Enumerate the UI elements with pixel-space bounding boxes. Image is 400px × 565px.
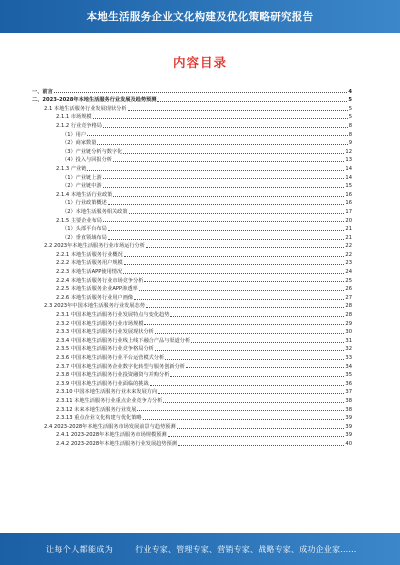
toc-page-number: 12 <box>345 148 352 155</box>
toc-entry[interactable] <box>32 309 352 318</box>
toc-page-number: 16 <box>345 191 352 198</box>
toc-leader-dots <box>93 118 348 119</box>
toc-entry-text: 2.3.6 中国本地生活服务行业平台运营模式分析 <box>56 355 165 361</box>
toc-entry[interactable] <box>32 103 352 112</box>
toc-page-number: 16 <box>345 200 352 207</box>
toc-leader-dots <box>108 204 345 205</box>
toc-entry[interactable] <box>32 404 352 413</box>
toc-leader-dots <box>128 110 348 111</box>
toc-entry[interactable] <box>32 284 352 293</box>
toc-entry[interactable] <box>32 344 352 353</box>
toc-leader-dots <box>165 359 344 360</box>
toc-leader-dots <box>146 247 344 248</box>
toc-page-number: 25 <box>345 277 352 284</box>
toc-entry-text: 2.2.3 本地生活APP使用情况 <box>56 269 123 276</box>
toc-entry-text: 2.3.3 中国本地生活服务行业发展现状分析 <box>56 329 154 336</box>
toc-leader-dots <box>143 419 345 420</box>
toc-leader-dots <box>177 428 345 429</box>
toc-leader-dots <box>103 187 345 188</box>
toc-entry-text: （2）垂直领域布局 <box>62 234 107 241</box>
toc-entry[interactable] <box>32 378 352 387</box>
toc-entry-text: 2.3.4 中国本地生活服务行业线上线下融合产品与渠道分析 <box>56 337 191 344</box>
toc-page-number: 36 <box>345 380 352 387</box>
toc-entry[interactable] <box>32 292 352 301</box>
toc-page-number: 28 <box>345 303 352 310</box>
toc-entry-text: 二、2023-2028年本地生活服务行业发展及趋势预测 <box>32 97 157 104</box>
footer-slogan-right: 行业专家、管理专家、营销专家、战略专家、成功企业家…… <box>135 544 357 554</box>
toc-entry-text: 2.3.13 重点企业文化构建与优化策略 <box>56 415 142 422</box>
toc-leader-dots <box>139 290 345 291</box>
toc-entry[interactable] <box>32 155 352 164</box>
toc-page-number: 9 <box>348 140 352 147</box>
toc-leader-dots <box>155 350 345 351</box>
toc-entry-text: 2.3.1 中国本地生活服务行业发展特点与变化趋势 <box>56 312 170 319</box>
toc-entry[interactable] <box>32 198 352 207</box>
toc-page-number: 38 <box>345 397 352 404</box>
toc-entry[interactable] <box>32 95 352 104</box>
toc-entry[interactable] <box>32 86 352 95</box>
toc-leader-dots <box>54 92 348 93</box>
toc-page-number: 35 <box>345 372 352 379</box>
toc-entry[interactable] <box>32 352 352 361</box>
toc-page-number: 24 <box>345 269 352 276</box>
toc-entry-text: 2.2.4 本地生活服务行业市场竞争分析 <box>56 277 144 284</box>
toc-page-number: 26 <box>345 286 352 293</box>
toc-entry[interactable] <box>32 172 352 181</box>
toc-entry[interactable] <box>32 327 352 336</box>
toc-page-number: 22 <box>345 251 352 258</box>
toc-page-number: 21 <box>345 234 352 241</box>
toc-page-number: 29 <box>345 320 352 327</box>
toc-page-number: 31 <box>345 337 352 344</box>
toc-entry-text: 2.2.1 本地生活服务行业概况 <box>56 251 123 258</box>
toc-entry-text: 2.1.1 市场规模 <box>56 114 92 121</box>
report-title: 本地生活服务企业文化构建及优化策略研究报告 <box>86 11 314 23</box>
toc-entry-text: （1）头部平台布局 <box>62 226 107 233</box>
toc-entry[interactable] <box>32 241 352 250</box>
toc-leader-dots <box>103 127 348 128</box>
toc-entry-text: 2.4.1 2023-2028年本地生活服务市场规模预测 <box>56 432 167 439</box>
toc-leader-dots <box>123 273 344 274</box>
toc-entry-text: 2.1 本地生活服务行业发展现状分析 <box>44 105 127 112</box>
toc-entry[interactable] <box>32 163 352 172</box>
toc-entry[interactable] <box>32 215 352 224</box>
toc-entry[interactable] <box>32 430 352 439</box>
toc-entry[interactable] <box>32 129 352 138</box>
toc-entry-text: 2.4 2023-2028年本地生活服务市场发展前景与趋势预测 <box>44 423 176 430</box>
toc-entry[interactable] <box>32 387 352 396</box>
toc-entry[interactable] <box>32 413 352 422</box>
toc-leader-dots <box>155 333 345 334</box>
toc-entry[interactable] <box>32 318 352 327</box>
toc-entry-text: 2.2.2 本地生活服务用户规模 <box>56 260 123 267</box>
toc-leader-dots <box>168 436 345 437</box>
toc-entry-text: （1）产业链上游 <box>62 174 102 181</box>
toc-entry-text: 2.3.10 中国本地生活服务行业未来发展方向 <box>56 389 158 396</box>
toc-entry[interactable] <box>32 335 352 344</box>
toc-leader-dots <box>108 230 345 231</box>
table-of-contents <box>32 86 352 447</box>
header-banner <box>0 0 400 33</box>
toc-entry[interactable] <box>32 438 352 447</box>
toc-entry-text: 2.3 2023年中国本地生活服务行业发展态势 <box>44 303 145 310</box>
footer-slogan-left: 让每个人都能成为 <box>46 544 114 554</box>
toc-entry[interactable] <box>32 206 352 215</box>
toc-entry-text: 2.4.2 2023-2028年本地生活服务行业发展趋势预测 <box>56 440 177 447</box>
toc-leader-dots <box>178 445 344 446</box>
toc-entry-text: 2.3.2 中国本地生活服务行业市场规模 <box>56 320 144 327</box>
toc-page-number: 8 <box>348 122 352 129</box>
toc-entry-text: （2）商家数量 <box>62 140 97 147</box>
toc-page-number: 13 <box>345 157 352 164</box>
toc-entry[interactable] <box>32 146 352 155</box>
toc-page-number: 28 <box>345 312 352 319</box>
toc-page-number: 22 <box>345 243 352 250</box>
toc-page-number: 14 <box>345 165 352 172</box>
toc-entry[interactable] <box>32 120 352 129</box>
toc-leader-dots <box>146 307 344 308</box>
toc-leader-dots <box>144 281 344 282</box>
toc-page-number: 39 <box>345 423 352 430</box>
toc-entry[interactable] <box>32 370 352 379</box>
toc-entry-text: 2.3.5 中国本地生活服务行业竞争格局分析 <box>56 346 154 353</box>
toc-entry-text: 一、前言 <box>32 88 53 95</box>
toc-leader-dots <box>191 342 344 343</box>
toc-entry[interactable] <box>32 181 352 190</box>
toc-leader-dots <box>137 410 344 411</box>
toc-entry-text: 2.3.11 本地生活服务行业重点企业竞争力分析 <box>56 397 163 404</box>
toc-leader-dots <box>170 316 344 317</box>
toc-leader-dots <box>129 213 345 214</box>
toc-leader-dots <box>87 135 348 136</box>
toc-leader-dots <box>157 101 347 102</box>
toc-entry[interactable] <box>32 224 352 233</box>
toc-page-number: 27 <box>345 294 352 301</box>
toc-entry[interactable] <box>32 112 352 121</box>
toc-leader-dots <box>113 196 344 197</box>
toc-page-number: 38 <box>345 406 352 413</box>
toc-leader-dots <box>158 393 344 394</box>
toc-page-number: 39 <box>345 415 352 422</box>
toc-entry-text: （3）产业链分析与数字化 <box>62 148 123 155</box>
footer-banner <box>0 533 400 565</box>
toc-page-number: 32 <box>345 346 352 353</box>
toc-leader-dots <box>108 239 345 240</box>
toc-leader-dots <box>103 178 345 179</box>
toc-entry[interactable] <box>32 266 352 275</box>
toc-entry[interactable] <box>32 421 352 430</box>
toc-page-number: 23 <box>345 260 352 267</box>
toc-leader-dots <box>163 402 344 403</box>
toc-page-number: 34 <box>345 363 352 370</box>
toc-page-number: 5 <box>348 97 352 104</box>
toc-leader-dots <box>150 385 345 386</box>
toc-page-number: 40 <box>345 440 352 447</box>
toc-page-number: 37 <box>345 389 352 396</box>
toc-page-number: 39 <box>345 432 352 439</box>
toc-entry-text: （1）行业政策概述 <box>62 200 107 207</box>
toc-leader-dots <box>124 256 345 257</box>
toc-entry[interactable] <box>32 395 352 404</box>
toc-entry-text: 2.3.12 未来本地生活服务行业发展 <box>56 406 137 413</box>
toc-heading: 内容目录 <box>172 55 227 70</box>
toc-page-number: 14 <box>345 174 352 181</box>
toc-entry[interactable] <box>32 361 352 370</box>
toc-entry-text: 2.1.4 本地生活行业政策 <box>56 191 113 198</box>
toc-entry-text: （4）投入与回报分析 <box>62 157 112 164</box>
toc-page-number: 8 <box>348 131 352 138</box>
toc-entry[interactable] <box>32 249 352 258</box>
toc-entry-text: 2.2.5 本地生活服务企业APP渗透率 <box>56 286 138 293</box>
toc-entry[interactable] <box>32 232 352 241</box>
toc-leader-dots <box>186 367 344 368</box>
toc-leader-dots <box>103 221 344 222</box>
toc-entry-text: 2.2 2023年本地生活服务行业市场运行分析 <box>44 243 145 250</box>
toc-page-number: 30 <box>345 329 352 336</box>
toc-page-number: 20 <box>345 217 352 224</box>
toc-entry-text: （2）本地生活服务相关政策 <box>62 208 128 215</box>
toc-leader-dots <box>170 376 344 377</box>
toc-leader-dots <box>123 153 344 154</box>
toc-leader-dots <box>144 324 344 325</box>
toc-entry[interactable] <box>32 275 352 284</box>
toc-entry[interactable] <box>32 189 352 198</box>
toc-page-number: 4 <box>348 88 352 95</box>
toc-leader-dots <box>124 264 345 265</box>
toc-leader-dots <box>113 161 344 162</box>
toc-leader-dots <box>97 144 347 145</box>
toc-page-number: 21 <box>345 226 352 233</box>
toc-entry-text: （2）产业链中游 <box>62 183 102 190</box>
toc-entry[interactable] <box>32 301 352 310</box>
toc-leader-dots <box>87 170 344 171</box>
toc-page-number: 17 <box>345 208 352 215</box>
toc-page-number: 5 <box>348 105 352 112</box>
toc-entry-text: 2.3.9 中国本地生活服务行业面临的挑战 <box>56 380 149 387</box>
toc-entry-text: 2.1.3 产业链 <box>56 165 87 172</box>
toc-entry-text: 2.1.2 行业竞争格局 <box>56 122 102 129</box>
toc-entry[interactable] <box>32 138 352 147</box>
toc-entry[interactable] <box>32 258 352 267</box>
toc-page-number: 15 <box>345 183 352 190</box>
toc-page-number: 5 <box>348 114 352 121</box>
toc-entry-text: 2.3.7 中国本地生活服务企业数字化转型与服务创新分析 <box>56 363 185 370</box>
toc-page-number: 33 <box>345 355 352 361</box>
toc-entry-text: 2.1.5 主要企业布局 <box>56 217 102 224</box>
toc-entry-text: 2.2.6 本地生活服务行业用户画像 <box>56 294 134 301</box>
toc-entry-text: 2.3.8 中国本地生活服务行业投资融资与并购分析 <box>56 372 170 379</box>
toc-leader-dots <box>134 299 344 300</box>
toc-entry-text: （1）用户 <box>62 131 87 138</box>
